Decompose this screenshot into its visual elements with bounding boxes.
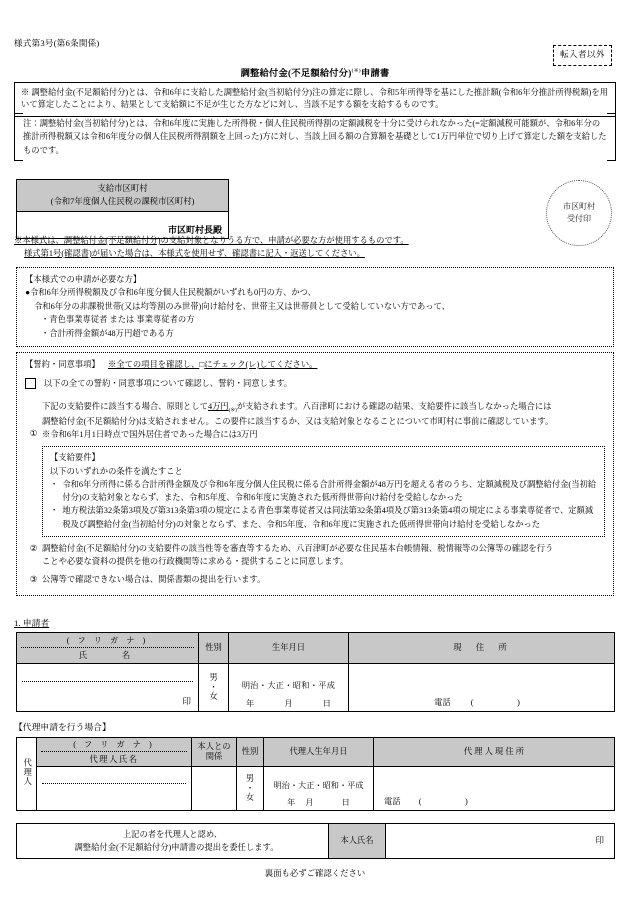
pledge-item-3-line1: 公簿等で確認できない場合は、関係書類の提出を行います。 <box>42 575 266 585</box>
municipality-header <box>17 180 228 212</box>
mayor-label: 市区町村長殿 <box>167 225 222 236</box>
requirement-bullet-0-text: 令和6年分所得に係る合計所得金額及び令和6年度分個人住民税に係る合計所得金額が48万円を超える者のうち、定額減税及び調整給付金(当初給付分)の支給対象とならず、また、令和5年度、令和6年度に実施された低所得世帯向け給付を受給しなかった <box>62 479 597 503</box>
pledge-item-3-number: ③ <box>29 575 38 585</box>
pledge-heading: 【誓約・同意事項】 <box>25 360 100 369</box>
applicant-dob-input[interactable] <box>229 664 349 712</box>
applicant-name-header-inner <box>17 633 198 663</box>
page-title <box>0 67 630 79</box>
asterisk-note: ※ 調整給付金(不足額給付分)とは、令和6年に支給した調整給付金(当初給付分)注の算定に際し、令和5年所得等を基にした推計額(令和6年分推計所得税額)を用いて算定したことにより、結果として支給額に不足が生じた方などに対し、当該不足する額を支給するものです。 <box>14 82 616 117</box>
proxy-name-header-inner <box>37 738 191 766</box>
eligibility-bullet-main: ●令和6年分所得税額及び令和6年度分個人住民税額がいずれも0円の方、かつ、 <box>25 288 316 298</box>
applicant-tel-paren: ( ) <box>470 697 529 707</box>
name-input-divider <box>22 681 193 682</box>
proxy-tel-label: 電話 <box>384 796 401 806</box>
applicant-section-label: 1. 申請者 <box>14 618 50 628</box>
form-number: 様式第3号(第6条関係) <box>14 38 100 48</box>
consent-label: 以下の全ての誓約・同意事項について確認し、誓約・同意します。 <box>44 379 293 389</box>
usage-note-line2: 様式第1号(確認書)が届いた場合は、本様式を使用せず、確認書に記入・返送してください。 <box>24 248 365 258</box>
eligibility-sub-item-1: ・合計所得金額が48万円超である方 <box>41 328 174 338</box>
requirements-heading: 【支給要件】 <box>50 453 100 463</box>
applicant-header-name <box>17 633 199 664</box>
proxy-name-label: 代理人氏名 <box>89 754 139 764</box>
pledge-item-1-amount-note: (※) <box>228 407 237 414</box>
eligibility-sub-item-0: ・青色事業専従者 または 事業専従者の方 <box>41 315 195 325</box>
pledge-item-2-number: ② <box>29 543 38 553</box>
pledge-item-2-body <box>42 542 605 569</box>
proxy-header-address: 代 理 人 現 住 所 <box>374 738 615 767</box>
applicant-ymd-labels: 年 月 日 <box>246 698 342 708</box>
applicant-name-input-inner[interactable] <box>17 664 198 711</box>
delegation-row <box>17 824 615 859</box>
applicant-header-dob: 生年月日 <box>229 633 349 664</box>
pledge-item-2-line2: ことや必要な資料の提供を他の行政機関等に求める・提供することに同意します。 <box>42 557 349 567</box>
proxy-section-label: 【代理申請を行う場合】 <box>14 722 111 732</box>
pledge-item-2-line1: 調整給付金(不足額給付分)の支給要件の該当性等を審査等するため、八百津町が必要な住民基本台帳情報、税情報等の公簿等の確認を行う <box>42 543 554 553</box>
proxy-address-input[interactable] <box>374 767 615 811</box>
proxy-tel-paren: ( ) <box>418 796 477 806</box>
pledge-consent-row[interactable] <box>25 377 605 390</box>
proxy-row-label: 代理人 <box>22 758 32 787</box>
pledge-item-1-body <box>42 400 605 442</box>
proxy-ymd-labels: 年月 日 <box>287 797 360 807</box>
eligibility-bullet-cont: 令和6年分の非課税世帯(又は均等割のみ世帯)向け給付を、世帯主又は世帯員として受給していない方であって、 <box>34 301 450 311</box>
municipality-box <box>16 179 229 239</box>
page-title-main: 調整給付金(不足額給付分) <box>240 68 352 78</box>
requirement-bullet-1 <box>50 504 597 531</box>
pledge-heading-row <box>25 358 605 371</box>
applicant-gender-input[interactable] <box>199 664 229 712</box>
applicant-header-address: 現 住 所 <box>349 633 615 664</box>
pledge-item-2 <box>25 542 605 569</box>
pledge-heading-note <box>108 360 317 369</box>
proxy-row-label-cell <box>17 738 37 811</box>
pledge-item-1-line3: ※令和6年1月1日時点で国外居住者であった場合には3万円 <box>42 430 258 440</box>
gender-female-option[interactable]: 女 <box>209 692 218 702</box>
applicant-input-row <box>17 664 615 712</box>
requirements-box <box>42 446 605 537</box>
delegation-statement-line1: 上記の者を代理人と認め、 <box>122 829 223 839</box>
applicant-table <box>16 632 615 712</box>
requirement-bullet-0 <box>50 478 597 505</box>
municipality-header-line1: 支給市区町村 <box>97 184 148 193</box>
footer-note: 裏面も必ずご確認ください <box>264 869 366 878</box>
applicant-address-inner[interactable] <box>349 664 614 711</box>
proxy-input-row <box>17 767 615 811</box>
pledge-item-1-line1 <box>42 400 605 415</box>
proxy-relation-input[interactable] <box>192 767 237 811</box>
proxy-relation-label-l2: 関係 <box>205 752 223 761</box>
proxy-name-input-inner[interactable] <box>37 767 191 810</box>
proxy-gender-female-option[interactable]: 女 <box>245 793 255 803</box>
applicant-tel-row[interactable] <box>349 697 614 708</box>
proxy-furigana-label: ( フ リ ガ ナ ) <box>73 740 155 749</box>
transferee-tag: 転入者以外 <box>553 45 612 66</box>
usage-note <box>14 235 409 261</box>
principal-name-input[interactable] <box>386 824 615 859</box>
consent-checkbox[interactable] <box>25 378 36 389</box>
proxy-header-name <box>37 738 192 767</box>
applicant-furigana-label: ( フ リ ガ ナ ) <box>66 636 149 645</box>
receipt-stamp-line1: 市区町村 <box>563 202 595 212</box>
proxy-era-options[interactable]: 明治・大正・昭和・平成 <box>273 781 364 790</box>
pledge-item-1-line1-b: が支給されます。八百津町における確認の結果、支給要件に該当しなかった場合には <box>236 401 552 411</box>
pledge-item-3-body <box>42 573 605 586</box>
proxy-address-inner[interactable] <box>374 767 614 810</box>
pledge-item-1-number: ① <box>29 429 38 439</box>
usage-note-line1: ※本様式は、調整給付金(不足額給付分)の支給対象となりうる方で、申請が必要な方が使用するものです。 <box>14 236 409 245</box>
pledge-box <box>16 352 614 596</box>
proxy-header-dob: 代理人生年月日 <box>264 738 374 767</box>
pledge-item-1-line1-a: 下記の支給要件に該当する場合、原則として <box>42 401 208 411</box>
principal-name-input-inner[interactable] <box>386 824 614 858</box>
receipt-stamp-circle <box>546 180 612 246</box>
principal-seal-label: 印 <box>595 835 604 846</box>
proxy-header-relation <box>192 738 237 767</box>
gender-male-option[interactable]: 男 <box>209 672 218 682</box>
applicant-seal-label: 印 <box>182 696 191 707</box>
page-title-superscript: (※) <box>351 67 361 74</box>
pledge-item-3 <box>25 573 605 586</box>
receipt-stamp-line2: 受付印 <box>567 214 591 223</box>
bracket-note <box>14 113 616 161</box>
pledge-heading-note-box: □ <box>199 360 205 369</box>
requirements-subheading: 以下のいずれかの条件を満たすこと <box>50 466 183 476</box>
delegation-statement-line2: 調整給付金(不足額給付分)申請書の提出を委任します。 <box>74 843 279 852</box>
proxy-table <box>16 737 615 811</box>
municipality-header-line2: (令和7年度個人住民税の課税市区町村) <box>50 196 195 206</box>
proxy-header-gender: 性別 <box>237 738 264 767</box>
pledge-heading-note-suffix: にチェック(レ)してください。 <box>204 360 318 369</box>
furigana-divider <box>21 647 194 648</box>
proxy-relation-label-l1: 本人との <box>197 741 231 751</box>
applicant-header-gender: 性別 <box>199 633 229 664</box>
gender-separator: ・ <box>209 682 218 692</box>
bracket-note-text: 注：調整給付金(当初給付分)とは、令和6年度に実施した所得税・個人住民税所得割の定額減税を十分に受けられなかった(=定額減税可能額が、令和6年分の推計所得税額又は令和6年度分の個人住民税所得割額を上回った)方に対し、当該上回る額の合算額を基礎として1万円単位で切り上げて算定した額を支給したものです。 <box>23 119 607 155</box>
applicant-dob-inner[interactable] <box>229 664 348 711</box>
proxy-dob-inner[interactable] <box>264 767 373 810</box>
pledge-item-1 <box>25 400 605 442</box>
applicant-name-label: 氏 名 <box>78 650 137 660</box>
applicant-name-input[interactable] <box>17 664 199 712</box>
principal-name-label: 本人氏名 <box>329 824 386 859</box>
applicant-address-input[interactable] <box>349 664 615 712</box>
pledge-heading-note-prefix: ※全ての項目を確認し、 <box>107 360 200 369</box>
eligibility-box <box>16 267 614 347</box>
proxy-name-divider <box>42 783 186 784</box>
proxy-header-row <box>17 738 615 767</box>
proxy-gender-separator: ・ <box>245 783 255 793</box>
proxy-dob-input[interactable] <box>264 767 374 811</box>
pledge-item-1-amount: 4万円 <box>207 401 229 411</box>
bullet-dot-icon: ・ <box>50 479 59 489</box>
proxy-furigana-divider <box>41 751 187 752</box>
proxy-gender-male-option[interactable]: 男 <box>245 773 255 783</box>
bullet-dot-icon: ・ <box>50 506 59 516</box>
pledge-item-1-line2: 調整給付金(不足額給付分)は支給されません。この要件に該当するか、又は支給対象となることについて市町村に事前に確認しています。 <box>42 416 554 426</box>
applicant-tel-label: 電話 <box>434 697 451 707</box>
delegation-table <box>16 823 615 859</box>
proxy-name-input[interactable] <box>37 767 192 811</box>
delegation-statement <box>17 824 329 859</box>
applicant-header-row <box>17 633 615 664</box>
page-title-tail: 申請書 <box>360 68 390 78</box>
eligibility-heading: 【本様式での申請が必要な方】 <box>25 275 142 284</box>
proxy-gender-input[interactable] <box>237 767 264 811</box>
proxy-tel-row[interactable] <box>384 796 477 807</box>
applicant-era-options[interactable]: 明治・大正・昭和・平成 <box>241 681 336 690</box>
requirement-bullet-1-text: 地方税法第32条第3項及び第313条第3項の規定による青色事業専従者又は同法第32条第4項及び第313条第4項の規定による事業専従者で、定額減税及び調整給付金(当初給付分)の対象とならず、また、令和5年度、令和6年度に実施された低所得世帯向け給付を受給しなかった <box>62 506 594 529</box>
